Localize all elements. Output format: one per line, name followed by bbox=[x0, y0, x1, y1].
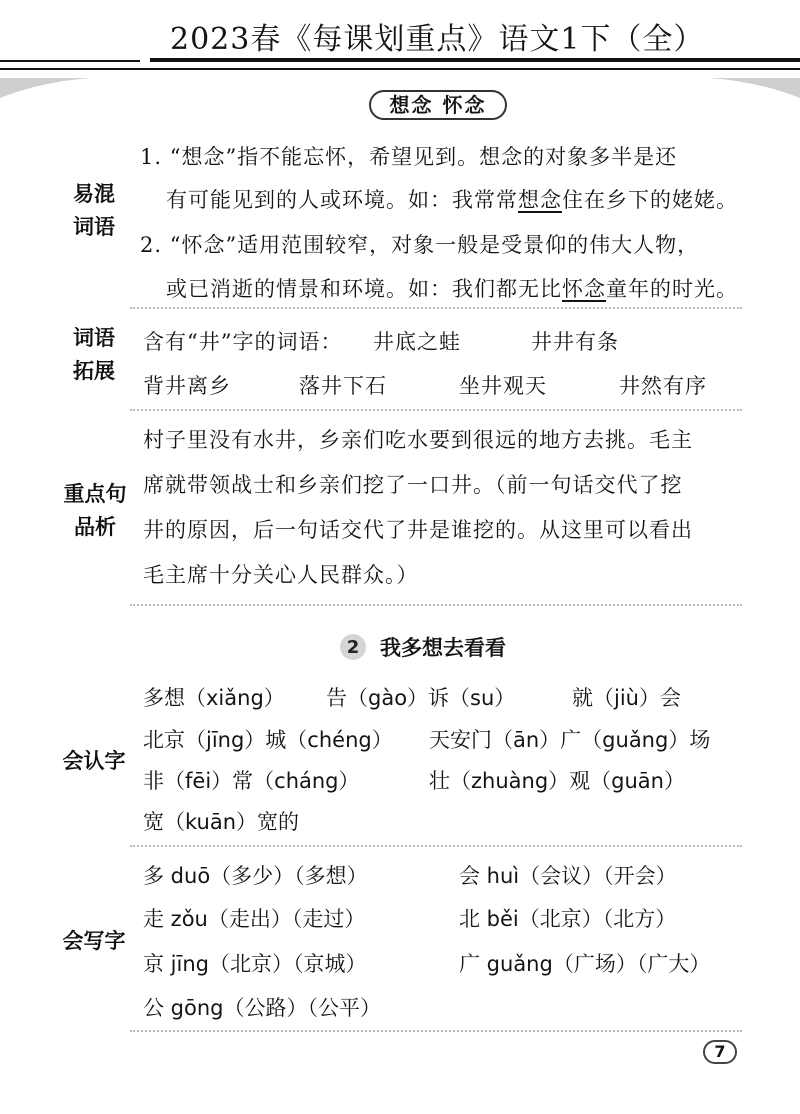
vocab-word: 坐井观天 bbox=[459, 374, 547, 398]
vocab-word: 落井下石 bbox=[299, 374, 387, 398]
recognize-item: 北京（jīng）城（chéng） bbox=[143, 728, 393, 752]
divider bbox=[130, 1030, 742, 1032]
underlined-word: 怀念 bbox=[562, 277, 606, 301]
section-tag: 想念 怀念 bbox=[369, 90, 507, 120]
text: 或已消逝的情景和环境。如：我们都无比 bbox=[166, 277, 562, 301]
lesson-title: 我多想去看看 bbox=[380, 636, 506, 660]
confusing-item2-line1: 2. “怀念”适用范围较窄，对象一般是受景仰的伟大人物， bbox=[140, 233, 700, 257]
label-confusing-words: 易混 词语 bbox=[73, 182, 115, 239]
write-item: 公 gōng（公路）（公平） bbox=[143, 996, 381, 1020]
confusing-item1-line2 bbox=[166, 184, 738, 214]
divider bbox=[130, 307, 742, 309]
write-item: 京 jīng（北京）（京城） bbox=[143, 952, 367, 976]
write-item: 走 zǒu（走出）（走过） bbox=[143, 907, 366, 931]
text: 童年的时光。 bbox=[606, 277, 738, 301]
lesson-heading bbox=[340, 633, 506, 661]
divider bbox=[130, 409, 742, 411]
label-recognize-chars: 会认字 bbox=[62, 749, 126, 773]
header-rule-left bbox=[0, 60, 140, 62]
label-write-chars: 会写字 bbox=[62, 929, 126, 953]
confusing-item1-line1: 1. “想念”指不能忘怀，希望见到。想念的对象多半是还 bbox=[140, 145, 678, 169]
header-swoosh-right bbox=[710, 78, 800, 98]
confusing-item2-line2 bbox=[166, 273, 738, 303]
label-key-sentence: 重点句 品析 bbox=[63, 482, 127, 539]
write-item: 广 guǎng（广场）（广大） bbox=[459, 952, 711, 976]
vocab-word: 井底之蛙 bbox=[373, 330, 461, 354]
recognize-item: 就（jiù）会 bbox=[572, 686, 681, 710]
divider bbox=[130, 845, 742, 847]
write-item: 会 huì（会议）（开会） bbox=[459, 864, 677, 888]
key-sentence-line: 席就带领战士和乡亲们挖了一口井。（前一句话交代了挖 bbox=[143, 473, 683, 497]
vocab-word: 井然有序 bbox=[619, 374, 707, 398]
write-item: 北 běi（北京）（北方） bbox=[459, 907, 677, 931]
vocab-word: 井井有条 bbox=[531, 330, 619, 354]
divider bbox=[130, 604, 742, 606]
underlined-word: 想念 bbox=[518, 188, 562, 212]
recognize-item: 多想（xiǎng） bbox=[143, 686, 285, 710]
recognize-item: 天安门（ān）广（guǎng）场 bbox=[429, 728, 711, 752]
vocab-intro: 含有“井”字的词语： bbox=[143, 330, 343, 354]
label-vocab-extension: 词语 拓展 bbox=[73, 326, 115, 383]
key-sentence-line: 井的原因，后一句话交代了井是谁挖的。从这里可以看出 bbox=[143, 518, 693, 542]
lesson-number-badge: 2 bbox=[340, 634, 366, 660]
header-rule-thick bbox=[150, 58, 800, 62]
header-rule-thin bbox=[0, 68, 800, 70]
recognize-item: 宽（kuān）宽的 bbox=[143, 810, 300, 834]
recognize-item: 壮（zhuàng）观（guān） bbox=[429, 769, 685, 793]
page-number: 7 bbox=[703, 1040, 737, 1064]
recognize-item: 非（fēi）常（cháng） bbox=[143, 769, 360, 793]
text: 有可能见到的人或环境。如：我常常 bbox=[166, 188, 518, 212]
vocab-word: 背井离乡 bbox=[143, 374, 231, 398]
header-swoosh-left bbox=[0, 78, 90, 98]
write-item: 多 duō（多少）（多想） bbox=[143, 864, 368, 888]
page-title: 2023春《每课划重点》语文1下（全） bbox=[170, 22, 705, 57]
recognize-item: 告（gào）诉（su） bbox=[326, 686, 516, 710]
key-sentence-line: 村子里没有水井，乡亲们吃水要到很远的地方去挑。毛主 bbox=[143, 428, 693, 452]
text: 住在乡下的姥姥。 bbox=[562, 188, 738, 212]
key-sentence-line: 毛主席十分关心人民群众。） bbox=[143, 563, 419, 587]
